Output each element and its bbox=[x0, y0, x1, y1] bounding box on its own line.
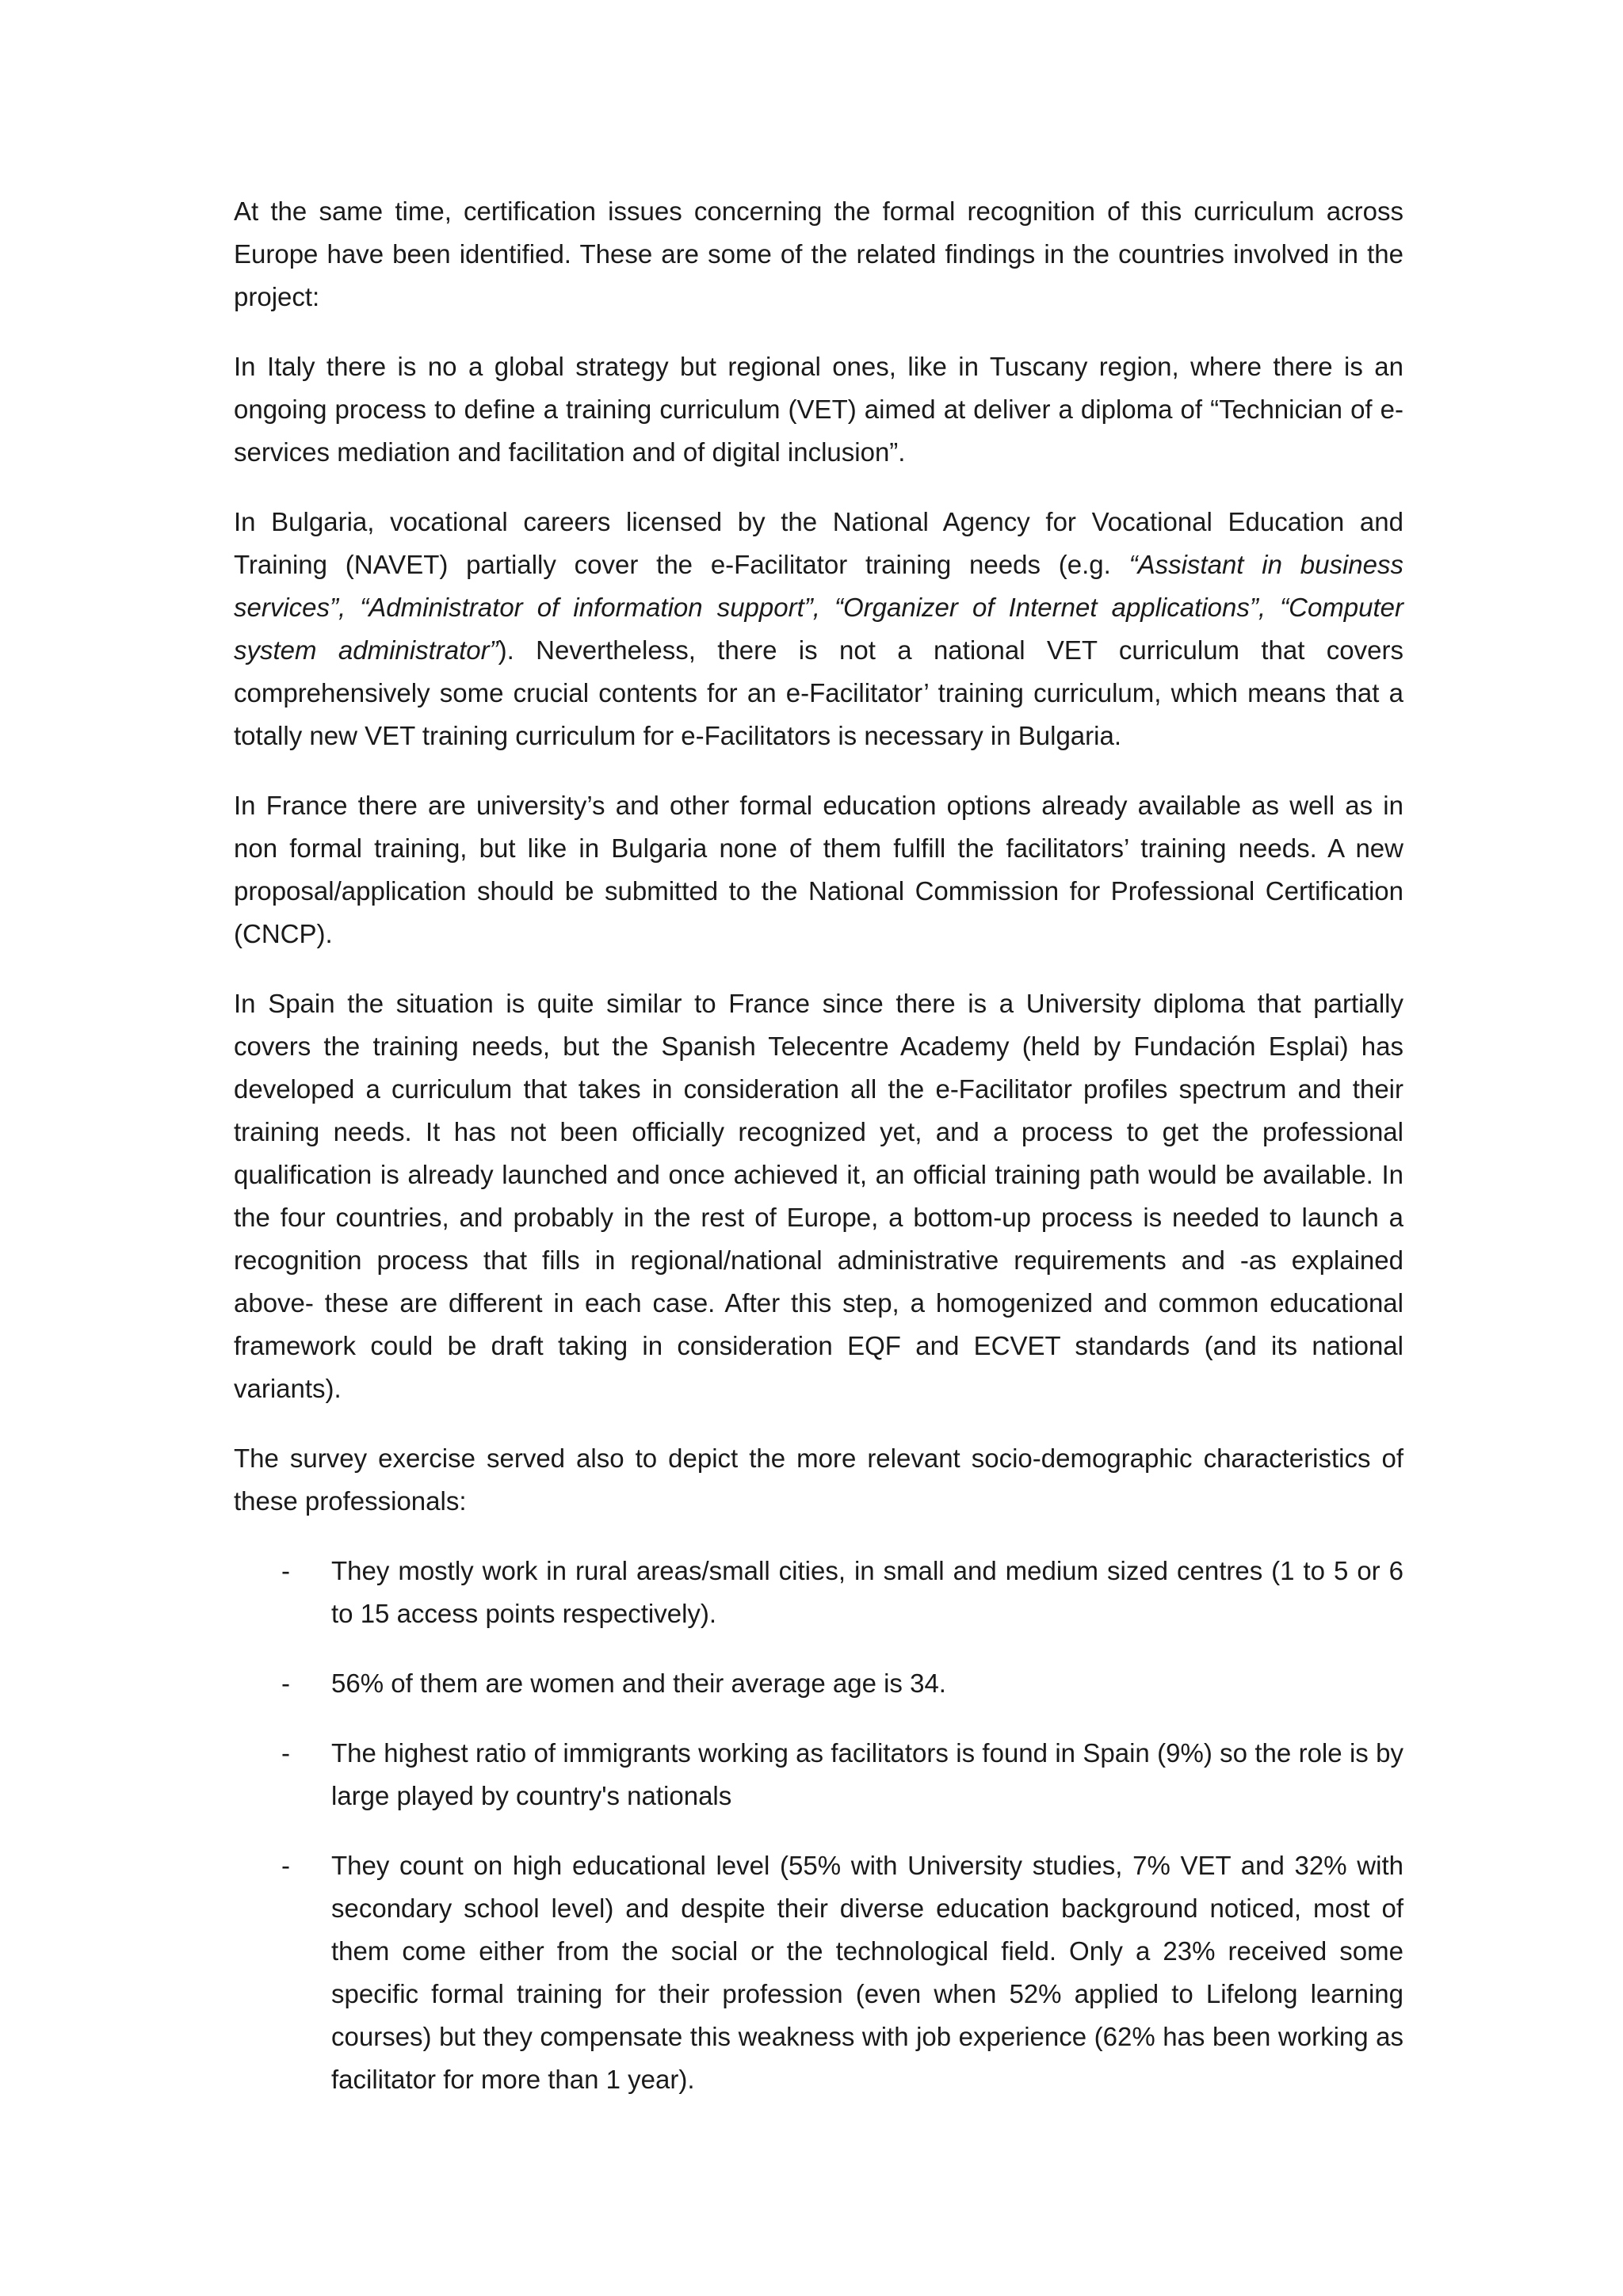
paragraph-bulgaria-text-end: ). Nevertheless, there is not a national VET curriculum that covers comprehensively some crucial contents for an e-Facilitator’ training curriculum, which means that a totally new VET training curriculum for e-Facilitators is necessary in Bulgaria. bbox=[234, 635, 1403, 750]
characteristics-list bbox=[234, 1550, 1403, 2101]
list-item bbox=[234, 1844, 1403, 2101]
paragraph-italy: In Italy there is no a global strategy but regional ones, like in Tuscany region, where there is an ongoing process to define a training curriculum (VET) aimed at deliver a diploma of “Technician of e-services mediation and facilitation and of digital inclusion”. bbox=[234, 352, 1403, 467]
bullet-dash: - bbox=[281, 1851, 290, 1880]
bullet-dash: - bbox=[281, 1669, 290, 1698]
list-item bbox=[234, 1732, 1403, 1817]
list-item-text: 56% of them are women and their average age is 34. bbox=[331, 1669, 946, 1698]
list-item-text: They count on high educational level (55% with University studies, 7% VET and 32% with secondary school level) and despite their diverse education background noticed, most of them come either from the social or the technological field. Only a 23% received some specific formal training for their profession (even when 52% applied to Lifelong learning courses) but they compensate this weakness with job experience (62% has been working as facilitator for more than 1 year). bbox=[331, 1851, 1403, 2094]
bullet-dash: - bbox=[281, 1738, 290, 1768]
paragraph-survey-intro: The survey exercise served also to depict the more relevant socio-demographic characteristics of these professionals: bbox=[234, 1444, 1403, 1516]
document-body bbox=[234, 190, 1403, 2128]
paragraph-france: In France there are university’s and other formal education options already available as well as in non formal training, but like in Bulgaria none of them fulfill the facilitators’ training needs. A new proposal/application should be submitted to the National Commission for Professional Certification (CNCP). bbox=[234, 791, 1403, 948]
bullet-dash: - bbox=[281, 1556, 290, 1585]
list-item bbox=[234, 1662, 1403, 1705]
list-item-text: They mostly work in rural areas/small cities, in small and medium sized centres (1 to 5 or 6 to 15 access points respectively). bbox=[331, 1556, 1403, 1628]
list-item bbox=[234, 1550, 1403, 1635]
paragraph-bulgaria-text-start: In Bulgaria, vocational careers licensed by the National Agency for Vocational Education and Training (NAVET) partially cover the e-Facilitator training needs (e.g. bbox=[234, 507, 1403, 579]
list-item-text: The highest ratio of immigrants working as facilitators is found in Spain (9%) so the role is by large played by country's nationals bbox=[331, 1738, 1403, 1810]
paragraph-bulgaria-career-examples: “Assistant in business services”, “Administrator of information support”, “Organizer of Internet applications”, “Computer system administrator” bbox=[234, 550, 1403, 665]
paragraph-bulgaria bbox=[234, 501, 1403, 757]
paragraph-certification-intro: At the same time, certification issues concerning the formal recognition of this curriculum across Europe have been identified. These are some of the related findings in the countries involved in the project: bbox=[234, 196, 1403, 311]
paragraph-spain: In Spain the situation is quite similar to France since there is a University diploma that partially covers the training needs, but the Spanish Telecentre Academy (held by Fundación Esplai) has developed a curriculum that takes in consideration all the e-Facilitator profiles spectrum and their training needs. It has not been officially recognized yet, and a process to get the professional qualification is already launched and once achieved it, an official training path would be available. In the four countries, and probably in the rest of Europe, a bottom-up process is needed to launch a recognition process that fills in regional/national administrative requirements and -as explained above- these are different in each case. After this step, a homogenized and common educational framework could be draft taking in consideration EQF and ECVET standards (and its national variants). bbox=[234, 989, 1403, 1403]
